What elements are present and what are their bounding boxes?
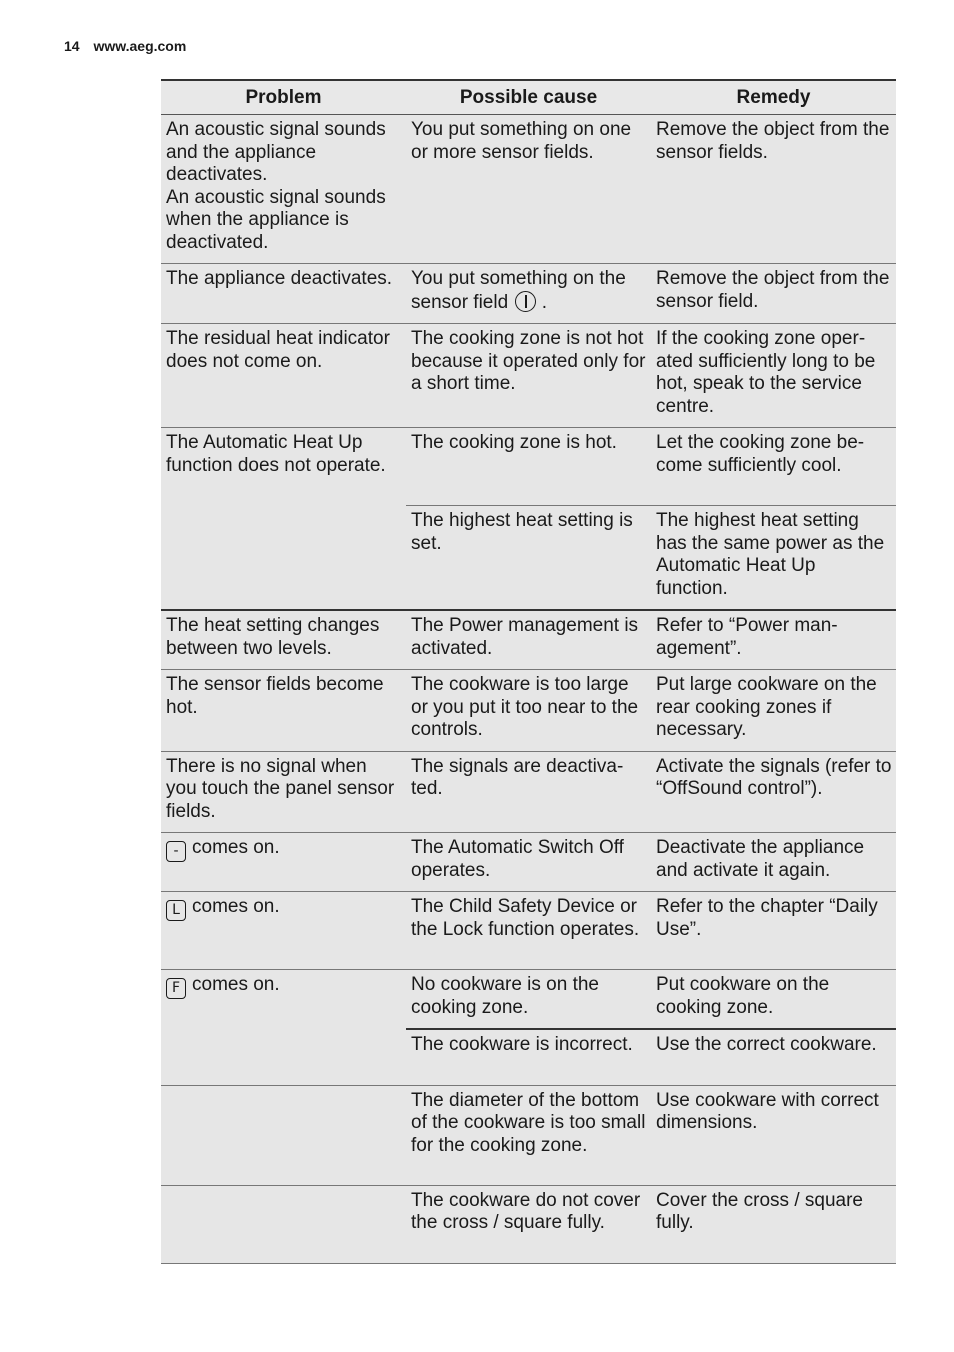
page-header [64,38,186,54]
problem-cell [161,970,406,1030]
remedy-cell: If the cooking zone operated sufficiently long to be hot, speak to the service centre. [651,324,896,428]
remedy-cell: Remove the object from the sensor field. [651,264,896,324]
column-header-problem: Problem [161,80,406,115]
problem-cell [161,506,406,611]
table-row [161,115,896,264]
remedy-cell: Put cookware on the cooking zone. [651,970,896,1030]
table-row [161,506,896,611]
remedy-cell: Refer to the chapter “Daily Use”. [651,892,896,970]
cause-cell: The cookware is too large or you put it too near to the controls. [406,670,651,752]
table-header-row [161,80,896,115]
table-row [161,751,896,833]
problem-cell: The sensor fields become hot. [161,670,406,752]
display-symbol-dash: - [166,841,186,862]
cause-cell: The cookware do not cover the cross / square fully. [406,1185,651,1263]
remedy-cell: Remove the object from the sensor fields. [651,115,896,264]
remedy-cell: The highest heat setting has the same power as the Automatic Heat Up function. [651,506,896,611]
remedy-cell: Put large cookware on the rear cooking zones if necessary. [651,670,896,752]
table-row [161,428,896,506]
cause-cell: The cooking zone is not hot because it operated only for a short time. [406,324,651,428]
table-row [161,264,896,324]
cause-cell: The Automatic Switch Off operates. [406,833,651,892]
remedy-cell: Activate the signals (refer to “OffSound control”). [651,751,896,833]
remedy-cell: Use cookware with correct dimensions. [651,1085,896,1185]
problem-text: comes on. [192,974,280,995]
problem-cell [161,1185,406,1263]
cause-cell: You put something on one or more sensor fields. [406,115,651,264]
table-row [161,1029,896,1085]
power-icon [515,291,536,312]
display-symbol-l: L [166,900,186,921]
problem-cell: The residual heat indicator does not come on. [161,324,406,428]
table-row [161,324,896,428]
problem-cell [161,1029,406,1085]
column-header-cause: Possible cause [406,80,651,115]
problem-text: comes on. [192,896,280,917]
problem-cell [161,833,406,892]
problem-cell: There is no signal when you touch the panel sensor fields. [161,751,406,833]
remedy-cell: Cover the cross / square fully. [651,1185,896,1263]
problem-cell: The appliance deactivates. [161,264,406,324]
problem-cell: The heat setting changes between two levels. [161,610,406,670]
cause-cell: No cookware is on the cooking zone. [406,970,651,1030]
cause-cell: The Child Safety Device or the Lock function operates. [406,892,651,970]
cause-cell: The diameter of the bottom of the cookware is too small for the cooking zone. [406,1085,651,1185]
column-header-remedy: Remedy [651,80,896,115]
page-number: 14 [64,38,80,54]
table-row [161,970,896,1030]
cause-cell: The Power management is activated. [406,610,651,670]
table-row [161,1085,896,1185]
cause-cell: The highest heat setting is set. [406,506,651,611]
table-row [161,833,896,892]
cause-cell: The signals are deactivated. [406,751,651,833]
display-symbol-f: F [166,978,186,999]
remedy-cell: Deactivate the appliance and activate it again. [651,833,896,892]
cause-suffix: . [541,291,548,313]
cause-cell [406,264,651,324]
cause-cell: The cookware is incorrect. [406,1029,651,1085]
problem-cell [161,1085,406,1185]
cause-text: You put something on the sensor field [411,268,626,313]
problem-cell: The Automatic Heat Up function does not operate. [161,428,406,506]
troubleshooting-table [161,79,896,1264]
table-row [161,1185,896,1263]
table-row [161,670,896,752]
website-url: www.aeg.com [93,38,187,54]
remedy-cell: Refer to “Power management”. [651,610,896,670]
remedy-cell: Use the correct cookware. [651,1029,896,1085]
problem-cell [161,892,406,970]
table-row [161,610,896,670]
cause-cell: The cooking zone is hot. [406,428,651,506]
remedy-cell: Let the cooking zone become sufficiently cool. [651,428,896,506]
problem-cell: An acoustic signal sounds and the appliance deactivates. An acoustic signal sounds when the appliance is deactivated. [161,115,406,264]
problem-text: comes on. [192,837,280,858]
table-row [161,892,896,970]
